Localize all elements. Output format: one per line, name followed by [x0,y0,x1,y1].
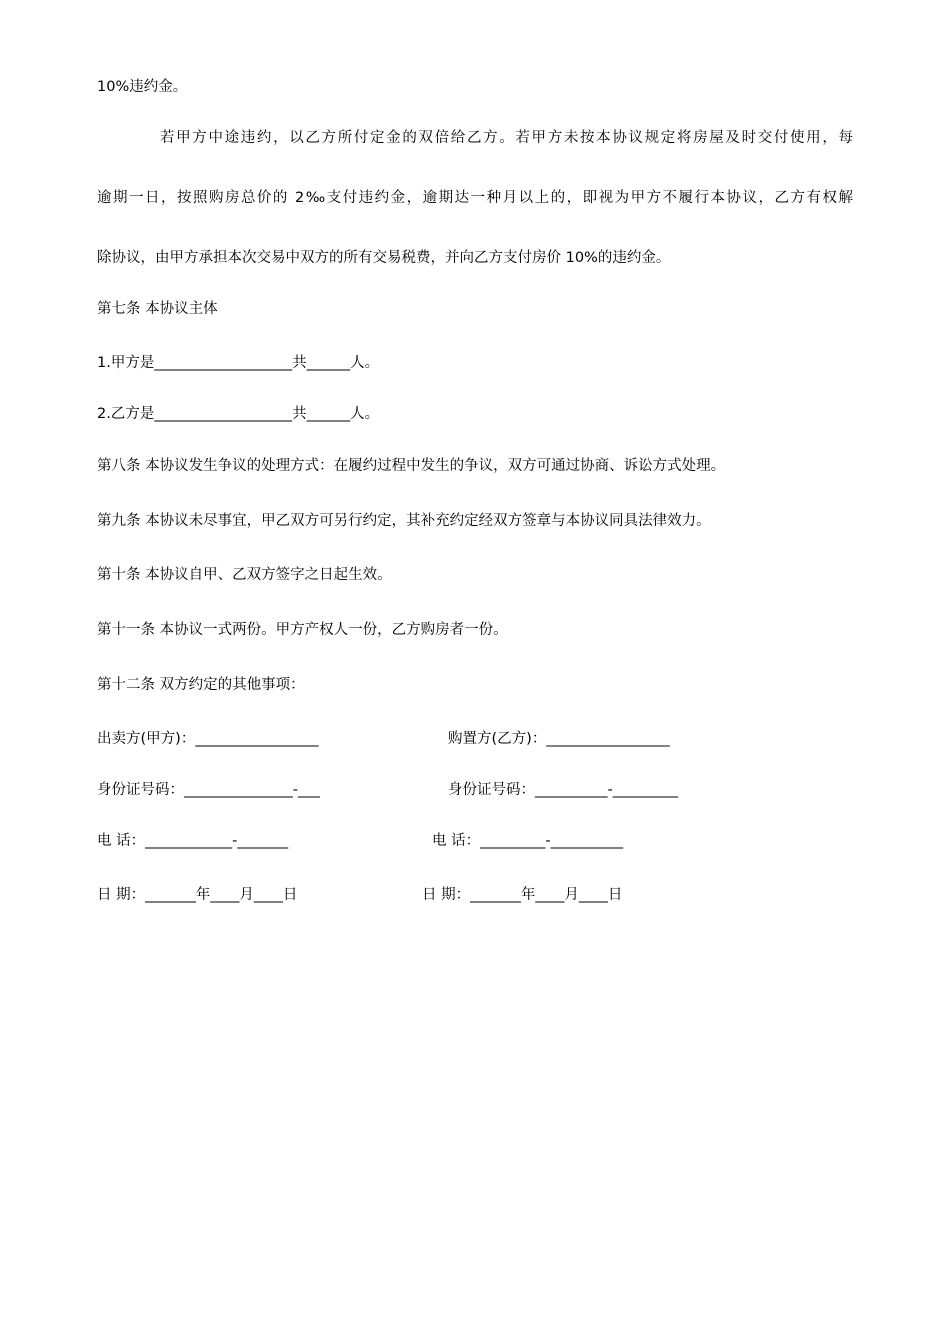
seller-date: 日 期：_______年____月____日 [97,887,298,903]
clause9: 第九条 本协议未尽事宜，甲乙双方可另行约定，其补充约定经双方签章与本协议同具法律效力。 [97,513,711,529]
clause8: 第八条 本协议发生争议的处理方式：在履约过程中发生的争议，双方可通过协商、诉讼方式处理。 [97,458,726,474]
seller-phone: 电 话：____________-_______ [97,833,289,849]
clause7-title: 第七条 本协议主体 [97,301,218,317]
clause12: 第十二条 双方约定的其他事项： [97,677,305,693]
clause6-para-line3: 除协议，由甲方承担本次交易中双方的所有交易税费，并向乙方支付房价 10%的违约金。 [97,250,671,266]
clause10: 第十条 本协议自甲、乙双方签字之日起生效。 [97,567,392,583]
clause6-tail: 10%违约金。 [97,79,188,95]
seller-id: 身份证号码：_______________-___ [97,782,320,798]
clause11: 第十一条 本协议一式两份。甲方产权人一份，乙方购房者一份。 [97,622,508,638]
clause6-para-line2: 逾期一日，按照购房总价的 2‰支付违约金，逾期达一种月以上的，即视为甲方不履行本协议，乙方有权解 [97,190,853,206]
buyer-signature: 购置方(乙方)：_________________ [448,731,670,747]
buyer-id: 身份证号码：__________-_________ [448,782,678,798]
clause6-para-line1: 若甲方中途违约，以乙方所付定金的双倍给乙方。若甲方未按本协议规定将房屋及时交付使用，每 [160,130,853,146]
clause7-party-a: 1.甲方是___________________共______人。 [97,355,380,371]
buyer-phone: 电 话：_________-__________ [432,833,624,849]
clause7-party-b: 2.乙方是___________________共______人。 [97,406,380,422]
seller-signature: 出卖方(甲方)：_________________ [97,731,319,747]
buyer-date: 日 期：_______年____月____日 [422,887,623,903]
